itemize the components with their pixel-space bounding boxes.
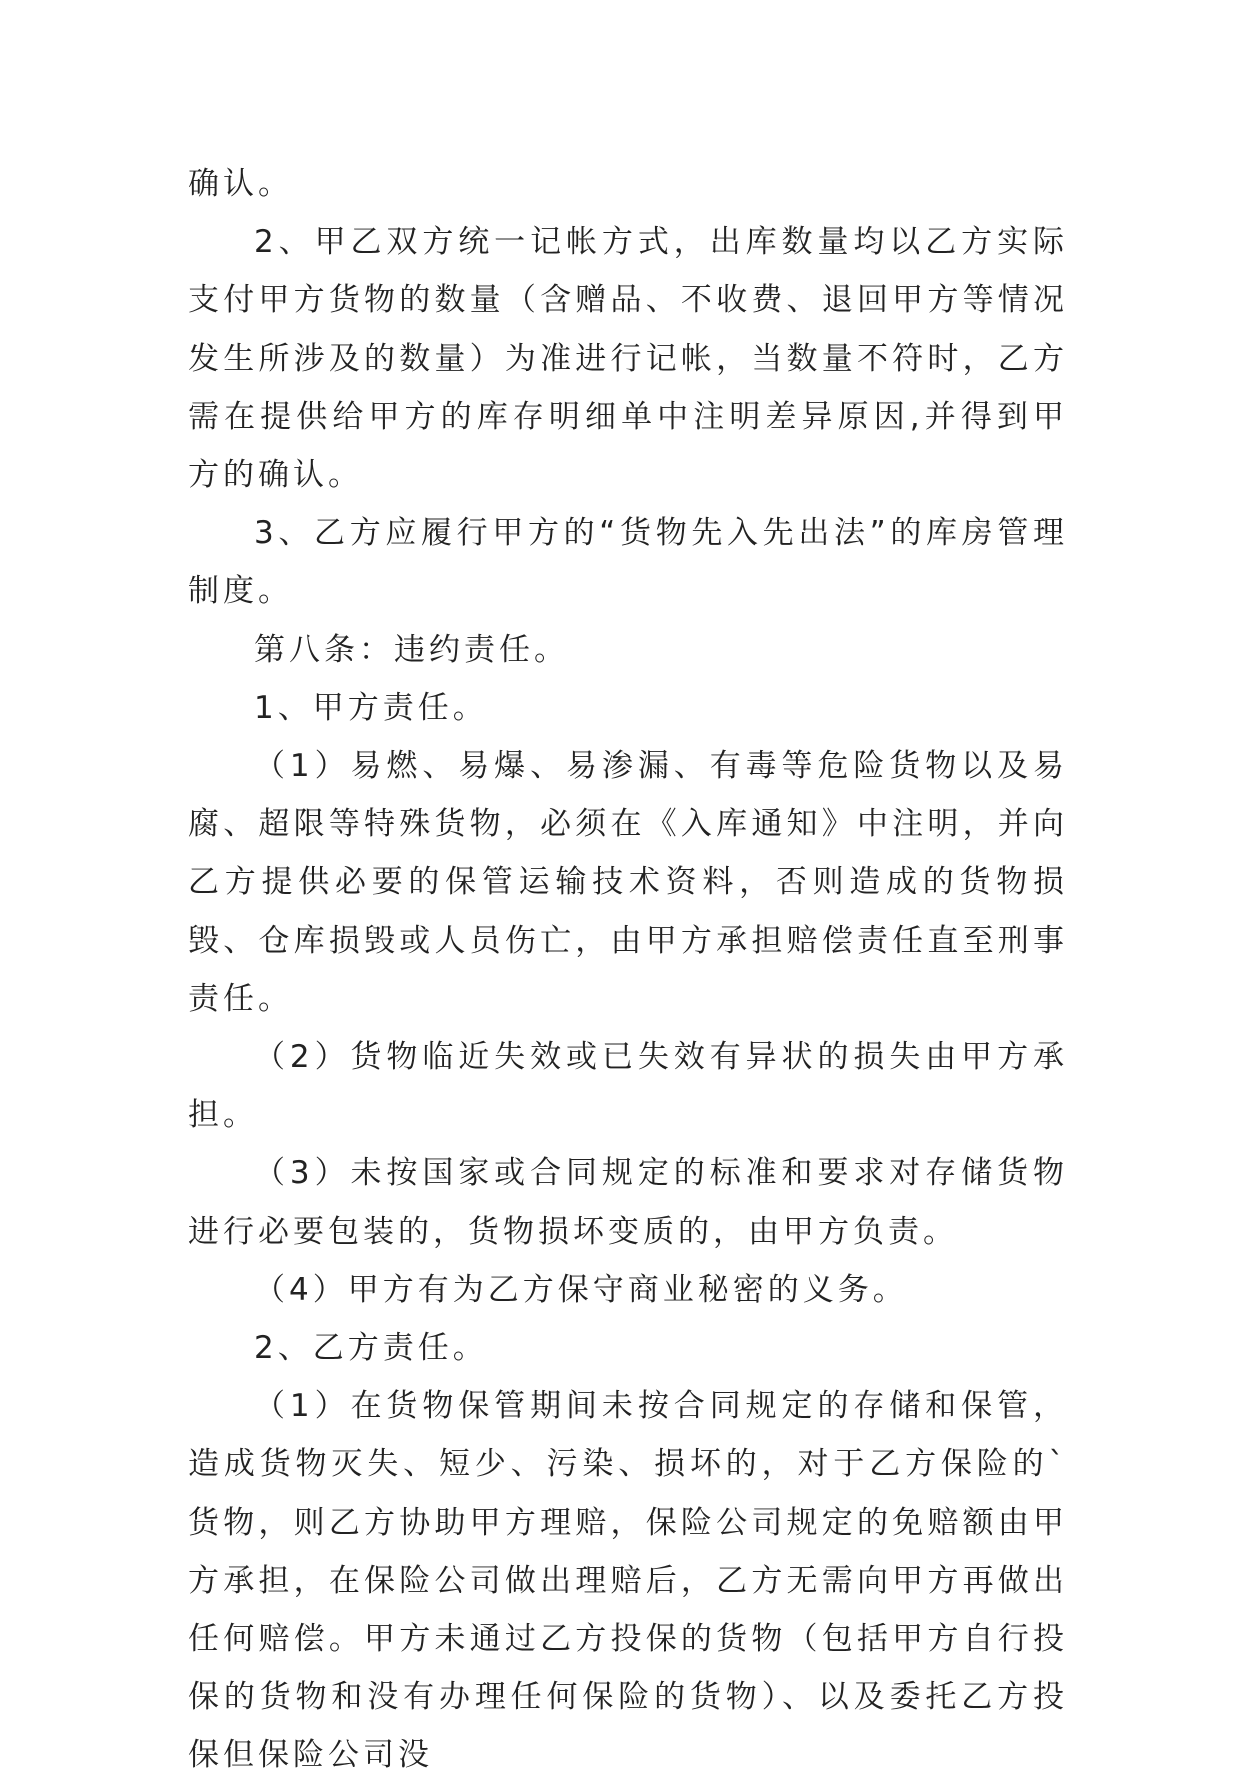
party-a-item-4: （4）甲方有为乙方保守商业秘密的义务。 — [254, 1271, 908, 1308]
paragraph-clause-3-fifo: 3、乙方应履行甲方的“货物先入先出法”的库房管理制度。 — [188, 515, 1068, 610]
contract-body — [188, 155, 1068, 1785]
party-b-item-1: （1）在货物保管期间未按合同规定的存储和保管，造成货物灭失、短少、污染、损坏的，对于乙方保险的`货物，则乙方协助甲方理赔，保险公司规定的免赔额由甲方承担，在保险公司做出理赔后，乙方无需向甲方再做出任何赔偿。甲方未通过乙方投保的货物（包括甲方自行投保的货物和没有办理任何保险的货物）、以及委托乙方投保但保险公司没 — [188, 1388, 1068, 1774]
party-a-item-1: （1）易燃、易爆、易渗漏、有毒等危险货物以及易腐、超限等特殊货物，必须在《入库通知》中注明，并向乙方提供必要的保管运输技术资料，否则造成的货物损毁、仓库损毁或人员伤亡，由甲方承担赔偿责任直至刑事责任。 — [188, 748, 1068, 1017]
party-a-responsibility-heading: 1、甲方责任。 — [254, 689, 488, 726]
party-a-item-2: （2）货物临近失效或已失效有异状的损失由甲方承担。 — [188, 1039, 1068, 1134]
party-b-responsibility-heading: 2、乙方责任。 — [254, 1330, 488, 1367]
article-8-heading: 第八条：违约责任。 — [254, 631, 569, 668]
party-a-item-3: （3）未按国家或合同规定的标准和要求对存储货物进行必要包装的，货物损坏变质的，由甲方负责。 — [188, 1155, 1068, 1250]
paragraph-confirmation-tail: 确认。 — [188, 166, 293, 202]
paragraph-clause-2-accounting: 2、甲乙双方统一记帐方式，出库数量均以乙方实际支付甲方货物的数量（含赠品、不收费、退回甲方等情况发生所涉及的数量）为准进行记帐，当数量不符时，乙方需在提供给甲方的库存明细单中注明差异原因,并得到甲方的确认。 — [188, 224, 1068, 494]
